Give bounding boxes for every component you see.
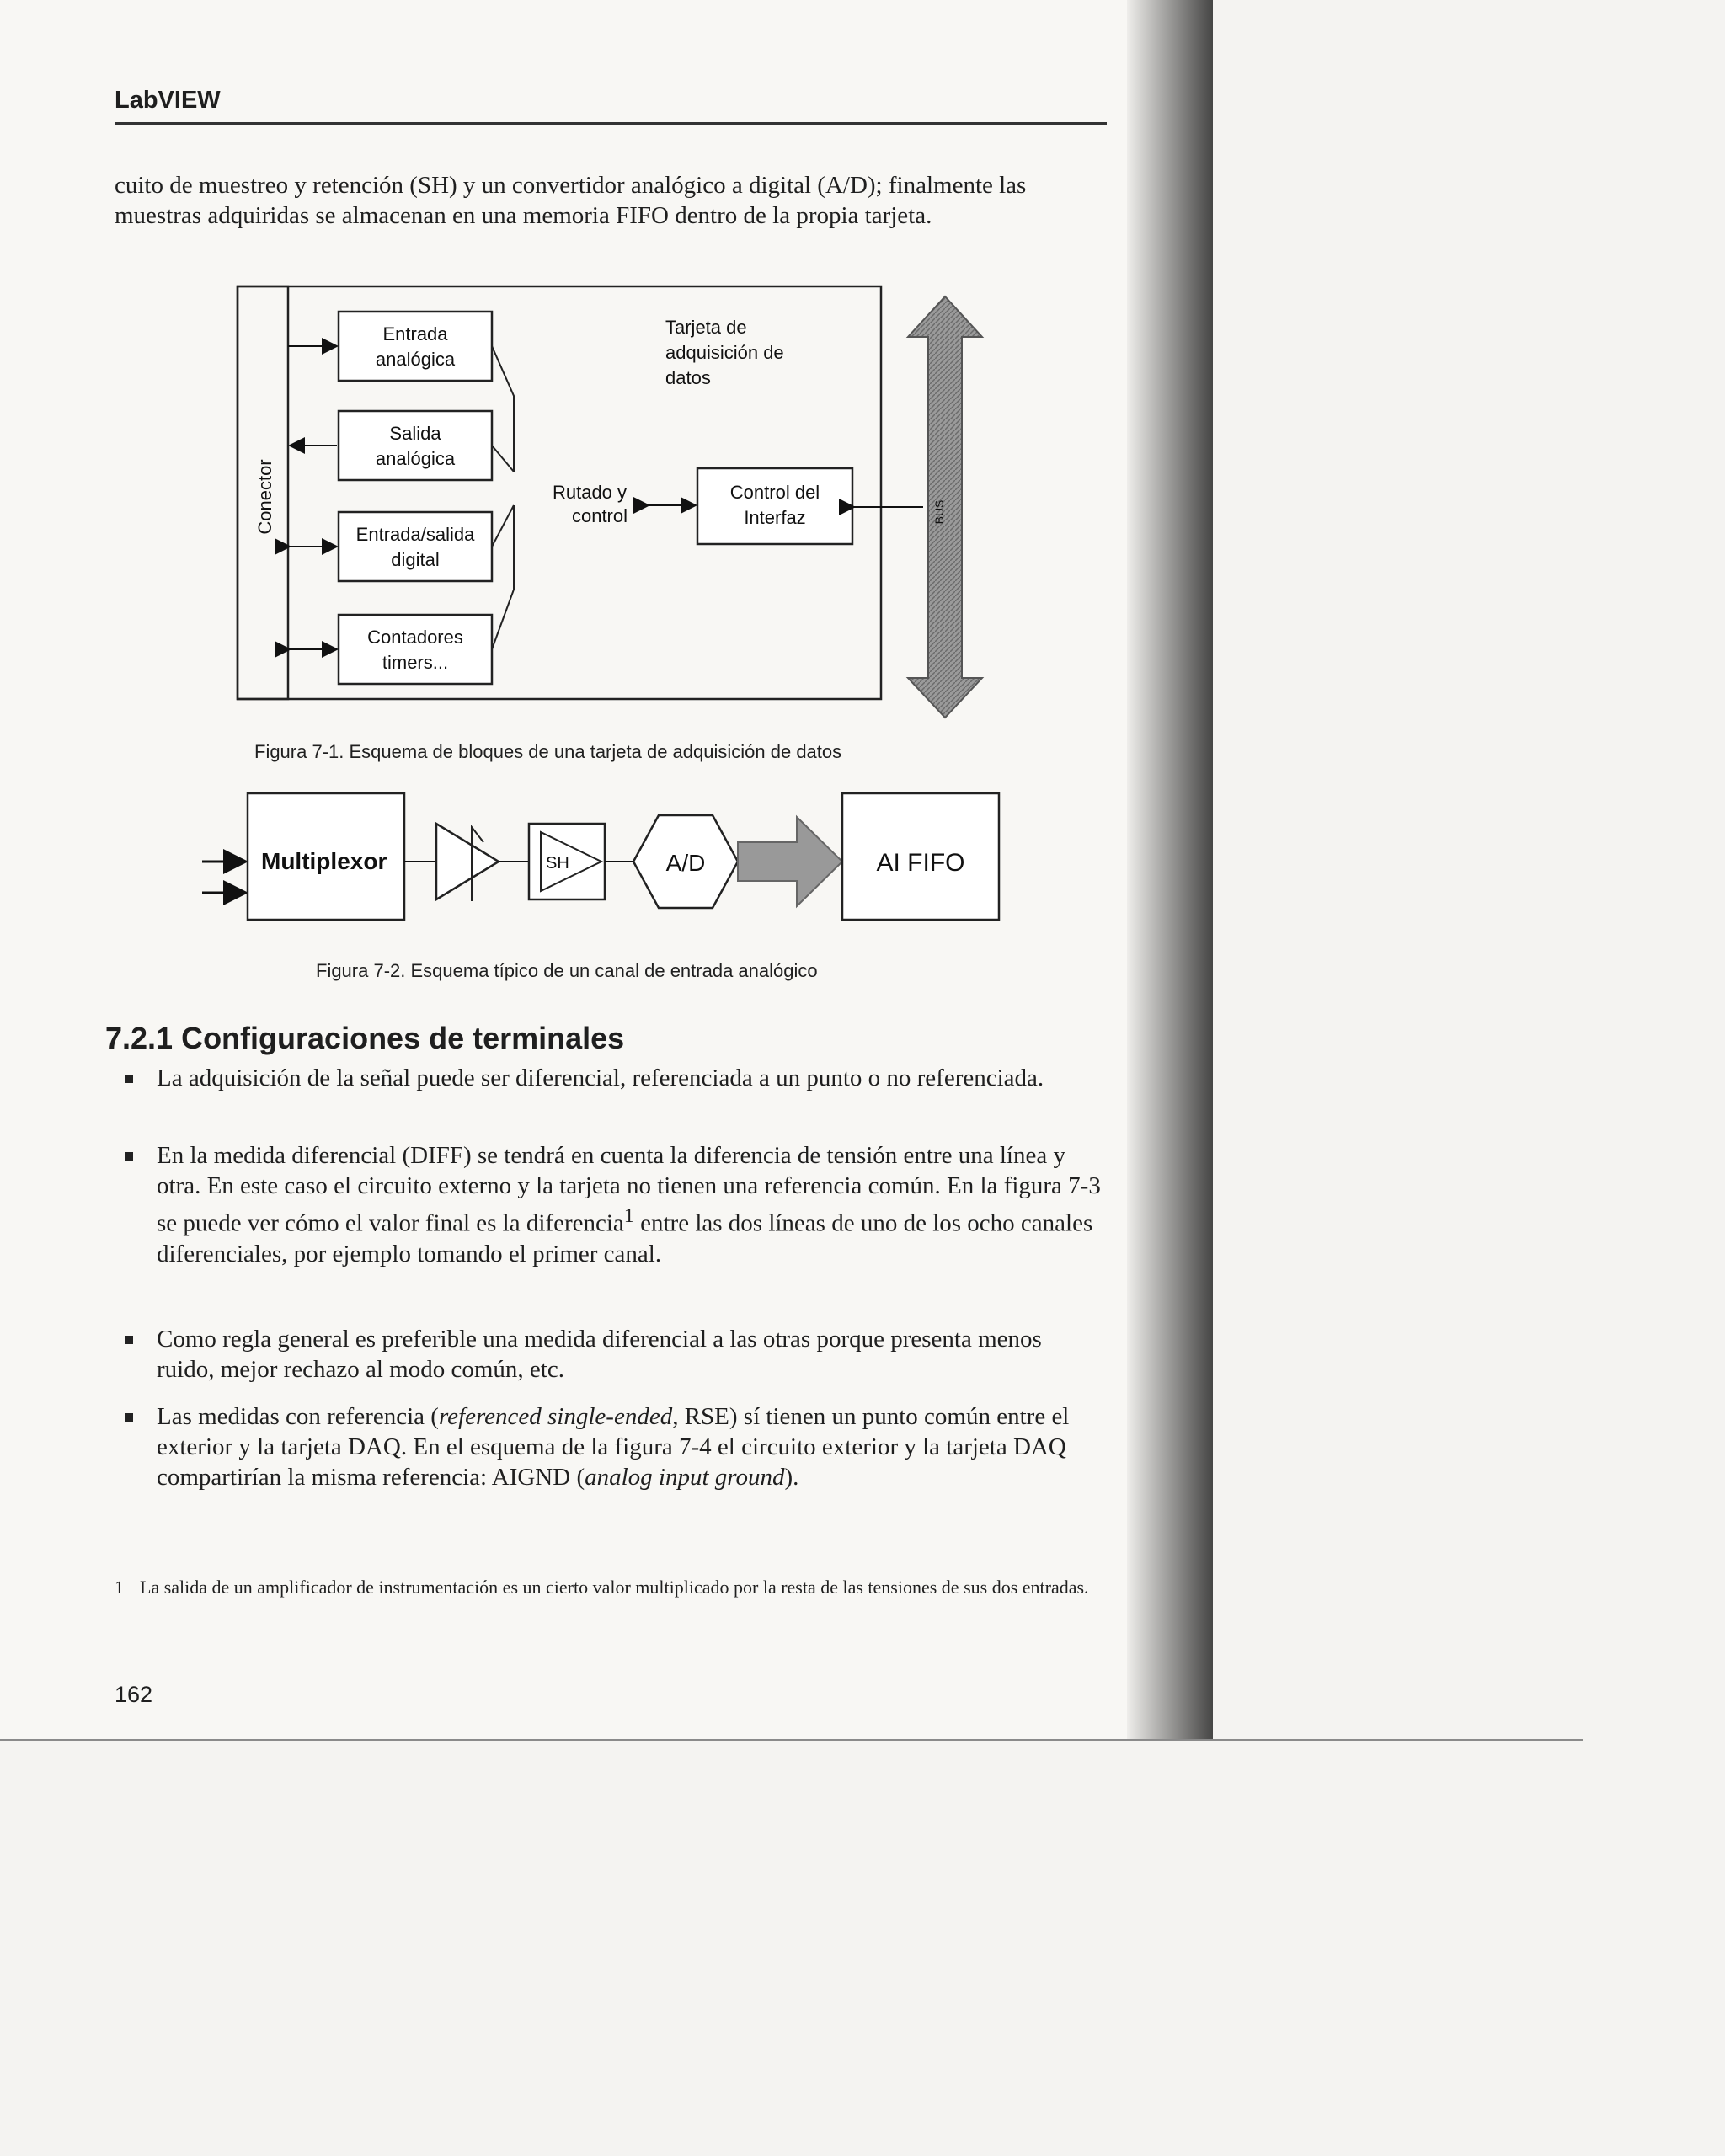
block-counters-line2: timers... <box>382 652 449 673</box>
block-interface-control <box>697 468 852 544</box>
bullet-text: La adquisición de la señal puede ser diferencial, referenciada a un punto o no referenciada. <box>157 1065 1044 1091</box>
data-flow-arrow <box>738 817 842 906</box>
figure-7-1-block-diagram <box>0 0 1213 758</box>
block-analog-input <box>339 312 492 381</box>
amplifier-symbol <box>436 824 499 899</box>
block-analog-output-line2: analógica <box>375 448 456 469</box>
running-header: LabVIEW <box>115 87 221 114</box>
bullet-square-icon <box>125 1075 133 1083</box>
footnote-number: 1 <box>115 1577 124 1598</box>
sample-hold-label: SH <box>546 854 569 873</box>
bullet-text: En la medida diferencial (DIFF) se tendrá en cuenta la diferencia de tensión entre una línea y otra. En este caso el circuito externo y la tarjeta no tienen una referencia común. En la figura 7-3 se puede ver cómo el valor final es la diferencia$^1$ entre las dos líneas de uno de los ocho canales diferenciales, por ejemplo tomando el primer canal. <box>157 1142 1101 1267</box>
router-label-line2: control <box>571 505 628 526</box>
block-interface-line1: Control del <box>729 482 820 503</box>
bullet-item <box>126 1140 1102 1269</box>
footnote-text: La salida de un amplificador de instrumentación es un cierto valor multiplicado por la resta de las tensiones de sus dos entradas. <box>140 1577 1089 1598</box>
block-counters <box>339 615 492 684</box>
block-analog-output-line1: Salida <box>389 423 441 444</box>
footnote <box>115 1575 1100 1600</box>
bullet-item <box>126 1401 1102 1492</box>
bullet-text: Las medidas con referencia (referenced single-ended, RSE) sí tienen un punto común entre el exterior y la tarjeta DAQ. En el esquema de la figura 7-4 el circuito exterior y la tarjeta DAQ compartirían la misma referencia: AIGND (analog input ground). <box>157 1403 1070 1491</box>
card-label-line1: Tarjeta de <box>665 317 747 338</box>
block-digital-io <box>339 512 492 581</box>
bullet-item <box>126 1324 1102 1385</box>
bullet-square-icon <box>125 1336 133 1344</box>
multiplexer-label: Multiplexor <box>261 848 387 874</box>
block-counters-line1: Contadores <box>367 627 463 648</box>
bullet-square-icon <box>125 1152 133 1161</box>
card-label-line2: adquisición de <box>665 342 784 363</box>
router-label-line1: Rutado y <box>552 482 628 503</box>
block-analog-input-line1: Entrada <box>382 323 448 344</box>
figure-7-2-caption: Figura 7-2. Esquema típico de un canal de entrada analógico <box>316 960 818 981</box>
block-analog-output <box>339 411 492 480</box>
figure-7-1-caption: Figura 7-1. Esquema de bloques de una tarjeta de adquisición de datos <box>254 741 842 762</box>
bullet-square-icon <box>125 1413 133 1422</box>
page-edge-line <box>0 1739 1583 1741</box>
block-digital-io-line2: digital <box>391 549 440 570</box>
page-number: 162 <box>115 1682 153 1707</box>
bus-label: BUS <box>932 499 946 525</box>
section-heading: 7.2.1 Configuraciones de terminales <box>105 1021 625 1055</box>
ai-fifo-label: AI FIFO <box>876 849 965 877</box>
intro-paragraph: cuito de muestreo y retención (SH) y un convertidor analógico a digital (A/D); finalmente las muestras adquiridas se almacenan en una memoria FIFO dentro de la propia tarjeta. <box>115 172 1027 229</box>
block-interface-line2: Interfaz <box>744 507 806 528</box>
bullet-item <box>126 1063 1102 1093</box>
bullet-text: Como regla general es preferible una medida diferencial a las otras porque presenta menos ruido, mejor rechazo al modo común, etc. <box>157 1326 1042 1383</box>
card-label-line3: datos <box>665 367 711 388</box>
figure-7-2-channel-diagram <box>0 775 1213 943</box>
block-digital-io-line1: Entrada/salida <box>355 524 475 545</box>
block-analog-input-line2: analógica <box>375 349 456 370</box>
connector-label: Conector <box>254 459 275 535</box>
ad-converter-label: A/D <box>665 850 706 876</box>
